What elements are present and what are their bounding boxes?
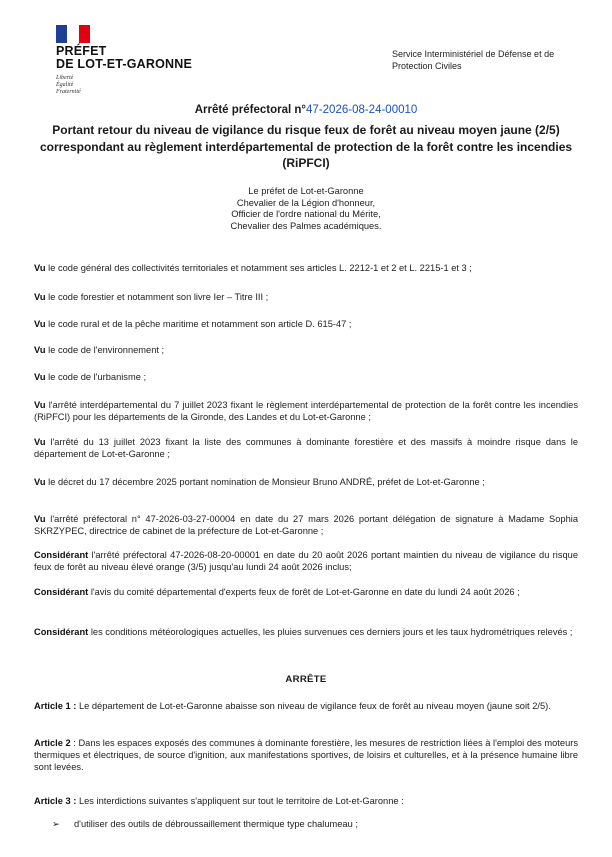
article-keyword: Article 2	[34, 738, 71, 748]
vu-keyword: Vu	[34, 437, 46, 447]
prefecture-logo	[56, 25, 216, 96]
considerant-paragraph	[34, 587, 578, 599]
article-keyword: Article 3 :	[34, 796, 77, 806]
arrete-title	[0, 104, 612, 116]
vu-keyword: Vu	[34, 263, 46, 273]
vu-text: l'arrêté préfectoral n° 47-2026-03-27-00004 en date du 27 mars 2026 portant délégation de signature à Madame Sophia SKRZYPEC, directrice de cabinet de la préfecture de Lot-et-Garonne ;	[34, 514, 578, 536]
considerant-text: l'avis du comité départemental d'experts feux de forêt de Lot-et-Garonne en date du lundi 24 août 2026 ;	[88, 587, 520, 597]
service-name: Service Interministériel de Défense et de Protection Civiles	[392, 49, 555, 71]
prefect-line: Officier de l'ordre national du Mérite,	[231, 209, 381, 219]
article-text: : Dans les espaces exposés des communes à dominante forestière, les mesures de restriction liées à l'emploi des moteurs thermiques et électriques, de source d'ignition, aux manifestations sportives, de loisirs et culturelles, et à la présence humaine libre sont levées.	[34, 738, 578, 772]
vu-text: le code général des collectivités territoriales et notamment ses articles L. 2212-1 et 2 et L. 2215-1 et 3 ;	[45, 263, 472, 273]
article-keyword: Article 1 :	[34, 701, 77, 711]
vu-keyword: Vu	[34, 477, 46, 487]
vu-paragraph	[34, 400, 578, 424]
vu-text: le code forestier et notamment son livre Ier – Titre III ;	[45, 292, 269, 302]
prefect-titles	[0, 186, 612, 232]
considerant-text: l'arrêté préfectoral 47-2026-08-20-00001 en date du 20 août 2026 portant maintien du niveau de vigilance du risque feux de forêt au niveau élevé orange (3/5) jusqu'au lundi 24 août 2026 inclus;	[34, 550, 578, 572]
vu-paragraph	[34, 372, 578, 384]
article-paragraph	[34, 701, 578, 713]
department-name: DE LOT-ET-GARONNE	[56, 57, 193, 71]
prefect-line: Le préfet de Lot-et-Garonne	[248, 186, 364, 196]
vu-text: le code de l'environnement ;	[45, 345, 165, 355]
vu-paragraph	[34, 437, 578, 461]
vu-paragraph	[34, 292, 578, 304]
considerant-keyword: Considérant	[34, 587, 89, 597]
marianne-flag-icon	[56, 25, 90, 43]
article-paragraph	[34, 796, 578, 808]
arrow-bullet-icon: ➢	[52, 819, 60, 829]
motto-liberte: Liberté	[56, 75, 74, 81]
vu-paragraph	[34, 477, 578, 489]
considerant-keyword: Considérant	[34, 627, 89, 637]
arrete-heading: ARRÊTE	[285, 674, 327, 685]
vu-text: le code rural et de la pêche maritime et notamment son article D. 615-47 ;	[45, 319, 352, 329]
article-text: Les interdictions suivantes s'appliquent sur tout le territoire de Lot-et-Garonne :	[76, 796, 404, 806]
vu-keyword: Vu	[34, 319, 46, 329]
vu-keyword: Vu	[34, 514, 46, 524]
vu-text: l'arrêté interdépartemental du 7 juillet 2023 fixant le règlement interdépartemental de protection de la forêt contre les incendies (RiPFCI) pour les départements de la Gironde, des Landes et du Lot-et-Garonne ;	[34, 400, 578, 422]
prefect-line: Chevalier de la Légion d'honneur,	[236, 197, 376, 208]
considerant-keyword: Considérant	[34, 550, 89, 560]
considerant-paragraph	[34, 550, 578, 574]
vu-text: le code de l'urbanisme ;	[45, 372, 147, 382]
prefet-title: PRÉFET	[56, 44, 107, 58]
list-item	[52, 819, 572, 831]
vu-paragraph	[34, 345, 578, 357]
motto-egalite: Égalité	[56, 82, 74, 88]
arrete-label: Arrêté préfectoral n°	[194, 104, 307, 116]
arrete-number: 47-2026-08-24-00010	[306, 104, 418, 116]
considerant-text: les conditions météorologiques actuelles, les pluies survenues ces derniers jours et les taux hydrométriques relevés ;	[88, 627, 573, 637]
vu-paragraph	[34, 263, 578, 275]
vu-text: le décret du 17 décembre 2025 portant nomination de Monsieur Bruno ANDRÉ, préfet de Lot-et-Garonne ;	[45, 477, 485, 487]
vu-text: l'arrêté du 13 juillet 2023 fixant la liste des communes à dominante forestière et des massifs à moindre risque dans le département de Lot-et-Garonne ;	[34, 437, 578, 459]
vu-keyword: Vu	[34, 345, 46, 355]
considerant-paragraph	[34, 627, 578, 639]
vu-keyword: Vu	[34, 400, 46, 410]
vu-paragraph	[34, 319, 578, 331]
vu-keyword: Vu	[34, 292, 46, 302]
article-paragraph	[34, 738, 578, 773]
prefect-line: Chevalier des Palmes académiques.	[230, 220, 382, 231]
arrete-subject: Portant retour du niveau de vigilance du risque feux de forêt au niveau moyen jaune (2/5) correspondant au règlement interdépartemental de protection de la forêt contre les incendies (RiPFCI)	[39, 123, 573, 170]
list-item-text: d'utiliser des outils de débroussaillement thermique type chalumeau ;	[74, 819, 358, 829]
article-text: Le département de Lot-et-Garonne abaisse son niveau de vigilance feux de forêt au niveau moyen (jaune soit 2/5).	[76, 701, 551, 711]
motto-fraternite: Fraternité	[56, 89, 81, 95]
republic-motto	[56, 75, 216, 96]
vu-paragraph	[34, 514, 578, 538]
vu-keyword: Vu	[34, 372, 46, 382]
